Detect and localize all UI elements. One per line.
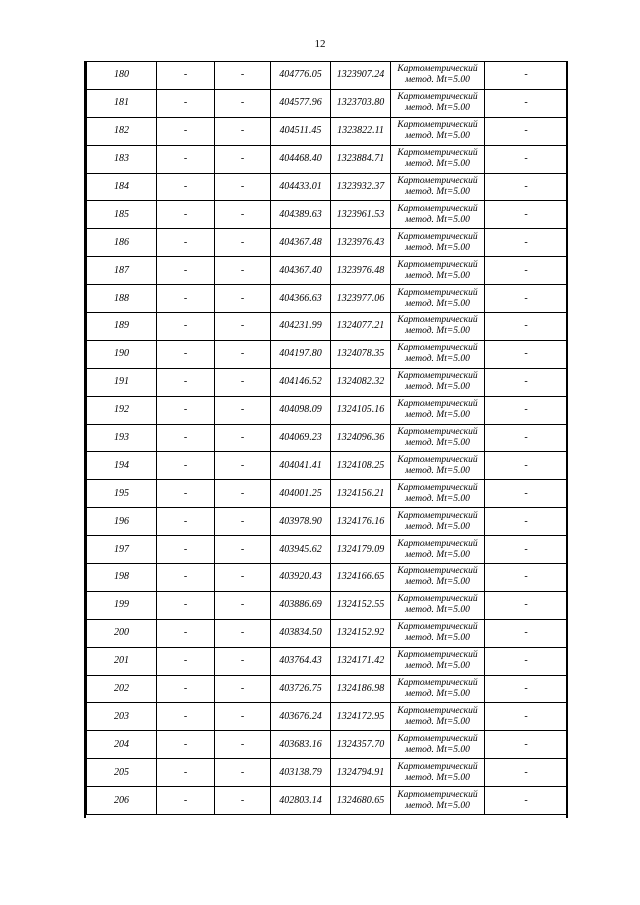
table-row: [87, 480, 568, 508]
x-coordinate-cell: 403676.24: [271, 703, 331, 731]
y-coordinate-cell: 1324077.21: [331, 313, 391, 341]
page-number: 12: [314, 38, 326, 50]
point-number-cell: 190: [87, 340, 157, 368]
x-coordinate-cell: 403683.16: [271, 731, 331, 759]
column-3-cell: -: [215, 285, 271, 313]
column-3-cell: -: [215, 591, 271, 619]
column-7-cell: -: [485, 368, 568, 396]
column-3-cell: -: [215, 396, 271, 424]
method-line-2: метод. Мt=5.00: [405, 689, 470, 700]
method-line-1: Картометрический: [397, 510, 478, 521]
column-7-cell: -: [485, 89, 568, 117]
method-cell: [391, 787, 485, 815]
column-3-cell: -: [215, 619, 271, 647]
method-line-1: Картометрический: [397, 120, 478, 131]
column-7-cell: -: [485, 508, 568, 536]
method-line-2: метод. Мt=5.00: [405, 103, 470, 114]
method-line-1: Картометрический: [397, 371, 478, 382]
point-number-cell: 192: [87, 396, 157, 424]
x-coordinate-cell: 404367.40: [271, 257, 331, 285]
point-number-cell: 198: [87, 564, 157, 592]
method-line-1: Картометрический: [397, 287, 478, 298]
y-coordinate-cell: 1324186.98: [331, 675, 391, 703]
method-line-1: Картометрический: [397, 622, 478, 633]
y-coordinate-cell: 1324156.21: [331, 480, 391, 508]
y-coordinate-cell: 1324108.25: [331, 452, 391, 480]
y-coordinate-cell: 1324176.16: [331, 508, 391, 536]
column-7-cell: -: [485, 675, 568, 703]
point-number-cell: 191: [87, 368, 157, 396]
method-cell: [391, 647, 485, 675]
x-coordinate-cell: 404776.05: [271, 62, 331, 90]
method-cell: [391, 257, 485, 285]
table-row: [87, 313, 568, 341]
table-row: [87, 452, 568, 480]
point-number-cell: 188: [87, 285, 157, 313]
method-line-2: метод. Мt=5.00: [405, 800, 470, 811]
column-2-cell: -: [157, 396, 215, 424]
method-cell: [391, 229, 485, 257]
column-2-cell: -: [157, 619, 215, 647]
column-7-cell: -: [485, 424, 568, 452]
method-line-1: Картометрический: [397, 761, 478, 772]
method-line-2: метод. Мt=5.00: [405, 493, 470, 504]
column-7-cell: -: [485, 145, 568, 173]
method-cell: [391, 536, 485, 564]
x-coordinate-cell: 403764.43: [271, 647, 331, 675]
point-number-cell: 194: [87, 452, 157, 480]
method-cell: [391, 480, 485, 508]
method-line-2: метод. Мt=5.00: [405, 131, 470, 142]
table-left-border: [84, 61, 86, 818]
method-line-2: метод. Мt=5.00: [405, 187, 470, 197]
point-number-cell: 200: [87, 619, 157, 647]
method-line-2: метод. Мt=5.00: [405, 270, 470, 281]
column-2-cell: -: [157, 591, 215, 619]
table-row: [87, 229, 568, 257]
column-7-cell: -: [485, 396, 568, 424]
point-number-cell: 186: [87, 229, 157, 257]
x-coordinate-cell: 404367.48: [271, 229, 331, 257]
coordinates-table: [86, 61, 568, 815]
y-coordinate-cell: 1323703.80: [331, 89, 391, 117]
point-number-cell: 203: [87, 703, 157, 731]
column-3-cell: -: [215, 340, 271, 368]
column-2-cell: -: [157, 340, 215, 368]
column-7-cell: -: [485, 229, 568, 257]
column-3-cell: -: [215, 731, 271, 759]
method-line-2: метод. Мt=5.00: [405, 521, 470, 532]
x-coordinate-cell: 404433.01: [271, 173, 331, 201]
y-coordinate-cell: 1323977.06: [331, 285, 391, 313]
point-number-cell: 201: [87, 647, 157, 675]
x-coordinate-cell: 404468.40: [271, 145, 331, 173]
column-2-cell: -: [157, 145, 215, 173]
table-row: [87, 675, 568, 703]
x-coordinate-cell: 403886.69: [271, 591, 331, 619]
x-coordinate-cell: 403726.75: [271, 675, 331, 703]
column-7-cell: -: [485, 173, 568, 201]
column-2-cell: -: [157, 703, 215, 731]
point-number-cell: 180: [87, 62, 157, 90]
table-row: [87, 340, 568, 368]
method-line-2: метод. Мt=5.00: [405, 214, 470, 225]
column-2-cell: -: [157, 201, 215, 229]
y-coordinate-cell: 1324171.42: [331, 647, 391, 675]
column-7-cell: -: [485, 564, 568, 592]
method-line-2: метод. Мt=5.00: [405, 716, 470, 727]
column-2-cell: -: [157, 564, 215, 592]
x-coordinate-cell: 404577.96: [271, 89, 331, 117]
column-7-cell: -: [485, 647, 568, 675]
column-2-cell: -: [157, 368, 215, 396]
method-line-1: Картометрический: [397, 176, 478, 186]
method-line-2: метод. Мt=5.00: [405, 354, 470, 365]
column-2-cell: -: [157, 787, 215, 815]
x-coordinate-cell: 404389.63: [271, 201, 331, 229]
point-number-cell: 187: [87, 257, 157, 285]
table-row: [87, 591, 568, 619]
point-number-cell: 199: [87, 591, 157, 619]
column-7-cell: -: [485, 619, 568, 647]
method-line-1: Картометрический: [397, 427, 478, 438]
table-row: [87, 368, 568, 396]
method-line-1: Картометрический: [397, 399, 478, 410]
y-coordinate-cell: 1324105.16: [331, 396, 391, 424]
column-2-cell: -: [157, 117, 215, 145]
method-line-2: метод. Мt=5.00: [405, 772, 470, 783]
method-line-1: Картометрический: [397, 482, 478, 493]
method-cell: [391, 145, 485, 173]
method-cell: [391, 452, 485, 480]
column-2-cell: -: [157, 536, 215, 564]
column-3-cell: -: [215, 424, 271, 452]
method-cell: [391, 619, 485, 647]
method-line-1: Картометрический: [397, 594, 478, 605]
point-number-cell: 181: [87, 89, 157, 117]
y-coordinate-cell: 1323976.43: [331, 229, 391, 257]
method-cell: [391, 313, 485, 341]
y-coordinate-cell: 1324078.35: [331, 340, 391, 368]
method-line-1: Картометрический: [397, 315, 478, 326]
method-line-1: Картометрический: [397, 454, 478, 465]
y-coordinate-cell: 1324152.55: [331, 591, 391, 619]
column-3-cell: -: [215, 368, 271, 396]
column-2-cell: -: [157, 424, 215, 452]
table-row: [87, 564, 568, 592]
table-row: [87, 285, 568, 313]
column-7-cell: -: [485, 536, 568, 564]
method-line-2: метод. Мt=5.00: [405, 744, 470, 755]
table-row: [87, 703, 568, 731]
method-line-1: Картометрический: [397, 650, 478, 661]
table-right-border: [566, 61, 568, 818]
column-3-cell: -: [215, 229, 271, 257]
table-row: [87, 201, 568, 229]
x-coordinate-cell: 403978.90: [271, 508, 331, 536]
column-7-cell: -: [485, 591, 568, 619]
column-2-cell: -: [157, 89, 215, 117]
column-2-cell: -: [157, 313, 215, 341]
method-line-1: Картометрический: [397, 148, 478, 159]
column-7-cell: -: [485, 480, 568, 508]
column-3-cell: -: [215, 536, 271, 564]
point-number-cell: 193: [87, 424, 157, 452]
column-3-cell: -: [215, 508, 271, 536]
column-3-cell: -: [215, 201, 271, 229]
x-coordinate-cell: 404146.52: [271, 368, 331, 396]
column-2-cell: -: [157, 647, 215, 675]
column-7-cell: -: [485, 731, 568, 759]
point-number-cell: 206: [87, 787, 157, 815]
point-number-cell: 189: [87, 313, 157, 341]
method-line-1: Картометрический: [397, 789, 478, 800]
method-cell: [391, 285, 485, 313]
y-coordinate-cell: 1323907.24: [331, 62, 391, 90]
column-3-cell: -: [215, 675, 271, 703]
x-coordinate-cell: 404511.45: [271, 117, 331, 145]
y-coordinate-cell: 1323932.37: [331, 173, 391, 201]
method-line-1: Картометрический: [397, 92, 478, 103]
y-coordinate-cell: 1323961.53: [331, 201, 391, 229]
column-3-cell: -: [215, 173, 271, 201]
x-coordinate-cell: 404231.99: [271, 313, 331, 341]
point-number-cell: 197: [87, 536, 157, 564]
method-line-1: Картометрический: [397, 678, 478, 689]
y-coordinate-cell: 1323884.71: [331, 145, 391, 173]
method-line-2: метод. Мt=5.00: [405, 661, 470, 672]
table-row: [87, 62, 568, 90]
method-line-1: Картометрический: [397, 566, 478, 577]
column-2-cell: -: [157, 731, 215, 759]
method-cell: [391, 731, 485, 759]
method-line-2: метод. Мt=5.00: [405, 75, 470, 86]
table-row: [87, 647, 568, 675]
x-coordinate-cell: 404001.25: [271, 480, 331, 508]
method-line-2: метод. Мt=5.00: [405, 549, 470, 560]
column-2-cell: -: [157, 508, 215, 536]
y-coordinate-cell: 1324179.09: [331, 536, 391, 564]
column-7-cell: -: [485, 257, 568, 285]
column-7-cell: -: [485, 285, 568, 313]
method-line-1: Картометрический: [397, 259, 478, 270]
method-cell: [391, 368, 485, 396]
column-7-cell: -: [485, 452, 568, 480]
method-line-2: метод. Мt=5.00: [405, 438, 470, 449]
y-coordinate-cell: 1324152.92: [331, 619, 391, 647]
table-row: [87, 396, 568, 424]
method-cell: [391, 703, 485, 731]
y-coordinate-cell: 1324794.91: [331, 759, 391, 787]
x-coordinate-cell: 403920.43: [271, 564, 331, 592]
y-coordinate-cell: 1324680.65: [331, 787, 391, 815]
column-2-cell: -: [157, 675, 215, 703]
method-cell: [391, 396, 485, 424]
point-number-cell: 195: [87, 480, 157, 508]
method-cell: [391, 424, 485, 452]
column-7-cell: -: [485, 117, 568, 145]
method-line-2: метод. Мt=5.00: [405, 159, 470, 170]
method-line-2: метод. Мt=5.00: [405, 382, 470, 393]
method-line-1: Картометрический: [397, 538, 478, 549]
point-number-cell: 184: [87, 173, 157, 201]
column-3-cell: -: [215, 62, 271, 90]
column-2-cell: -: [157, 173, 215, 201]
column-7-cell: -: [485, 201, 568, 229]
table-row: [87, 145, 568, 173]
x-coordinate-cell: 403945.62: [271, 536, 331, 564]
x-coordinate-cell: 403834.50: [271, 619, 331, 647]
method-line-2: метод. Мt=5.00: [405, 242, 470, 253]
column-7-cell: -: [485, 787, 568, 815]
x-coordinate-cell: 403138.79: [271, 759, 331, 787]
column-7-cell: -: [485, 340, 568, 368]
table-row: [87, 173, 568, 201]
column-2-cell: -: [157, 257, 215, 285]
method-cell: [391, 340, 485, 368]
method-line-1: Картометрический: [397, 231, 478, 242]
column-3-cell: -: [215, 564, 271, 592]
table-row: [87, 787, 568, 815]
column-7-cell: -: [485, 313, 568, 341]
table-body: [87, 62, 568, 815]
method-line-1: Картометрический: [397, 64, 478, 75]
method-cell: [391, 591, 485, 619]
point-number-cell: 202: [87, 675, 157, 703]
method-cell: [391, 173, 485, 201]
method-cell: [391, 759, 485, 787]
method-line-2: метод. Мt=5.00: [405, 298, 470, 309]
method-line-2: метод. Мt=5.00: [405, 410, 470, 421]
column-3-cell: -: [215, 452, 271, 480]
x-coordinate-cell: 404197.80: [271, 340, 331, 368]
method-cell: [391, 564, 485, 592]
method-cell: [391, 675, 485, 703]
x-coordinate-cell: 404098.09: [271, 396, 331, 424]
point-number-cell: 205: [87, 759, 157, 787]
point-number-cell: 204: [87, 731, 157, 759]
point-number-cell: 183: [87, 145, 157, 173]
method-cell: [391, 62, 485, 90]
table-row: [87, 536, 568, 564]
column-2-cell: -: [157, 62, 215, 90]
method-line-2: метод. Мt=5.00: [405, 633, 470, 644]
column-2-cell: -: [157, 452, 215, 480]
point-number-cell: 185: [87, 201, 157, 229]
y-coordinate-cell: 1324166.65: [331, 564, 391, 592]
y-coordinate-cell: 1323976.48: [331, 257, 391, 285]
column-3-cell: -: [215, 703, 271, 731]
method-cell: [391, 508, 485, 536]
column-3-cell: -: [215, 313, 271, 341]
table-row: [87, 257, 568, 285]
column-3-cell: -: [215, 117, 271, 145]
method-cell: [391, 89, 485, 117]
column-3-cell: -: [215, 759, 271, 787]
x-coordinate-cell: 404366.63: [271, 285, 331, 313]
y-coordinate-cell: 1324357.70: [331, 731, 391, 759]
table-row: [87, 424, 568, 452]
column-2-cell: -: [157, 759, 215, 787]
method-line-1: Картометрический: [397, 203, 478, 214]
table-row: [87, 89, 568, 117]
table-row: [87, 508, 568, 536]
column-3-cell: -: [215, 480, 271, 508]
table-row: [87, 759, 568, 787]
method-line-2: метод. Мt=5.00: [405, 605, 470, 616]
y-coordinate-cell: 1324082.32: [331, 368, 391, 396]
column-7-cell: -: [485, 62, 568, 90]
method-cell: [391, 117, 485, 145]
y-coordinate-cell: 1323822.11: [331, 117, 391, 145]
y-coordinate-cell: 1324172.95: [331, 703, 391, 731]
x-coordinate-cell: 402803.14: [271, 787, 331, 815]
method-line-1: Картометрический: [397, 733, 478, 744]
column-3-cell: -: [215, 647, 271, 675]
column-7-cell: -: [485, 759, 568, 787]
column-3-cell: -: [215, 257, 271, 285]
x-coordinate-cell: 404041.41: [271, 452, 331, 480]
point-number-cell: 196: [87, 508, 157, 536]
column-2-cell: -: [157, 480, 215, 508]
method-line-2: метод. Мt=5.00: [405, 577, 470, 588]
point-number-cell: 182: [87, 117, 157, 145]
y-coordinate-cell: 1324096.36: [331, 424, 391, 452]
column-3-cell: -: [215, 145, 271, 173]
x-coordinate-cell: 404069.23: [271, 424, 331, 452]
method-line-1: Картометрический: [397, 705, 478, 716]
table-row: [87, 117, 568, 145]
method-line-1: Картометрический: [397, 343, 478, 354]
method-line-2: метод. Мt=5.00: [405, 465, 470, 476]
table-row: [87, 619, 568, 647]
column-2-cell: -: [157, 285, 215, 313]
column-3-cell: -: [215, 787, 271, 815]
column-7-cell: -: [485, 703, 568, 731]
column-3-cell: -: [215, 89, 271, 117]
method-line-2: метод. Мt=5.00: [405, 326, 470, 337]
table-row: [87, 731, 568, 759]
method-cell: [391, 201, 485, 229]
column-2-cell: -: [157, 229, 215, 257]
